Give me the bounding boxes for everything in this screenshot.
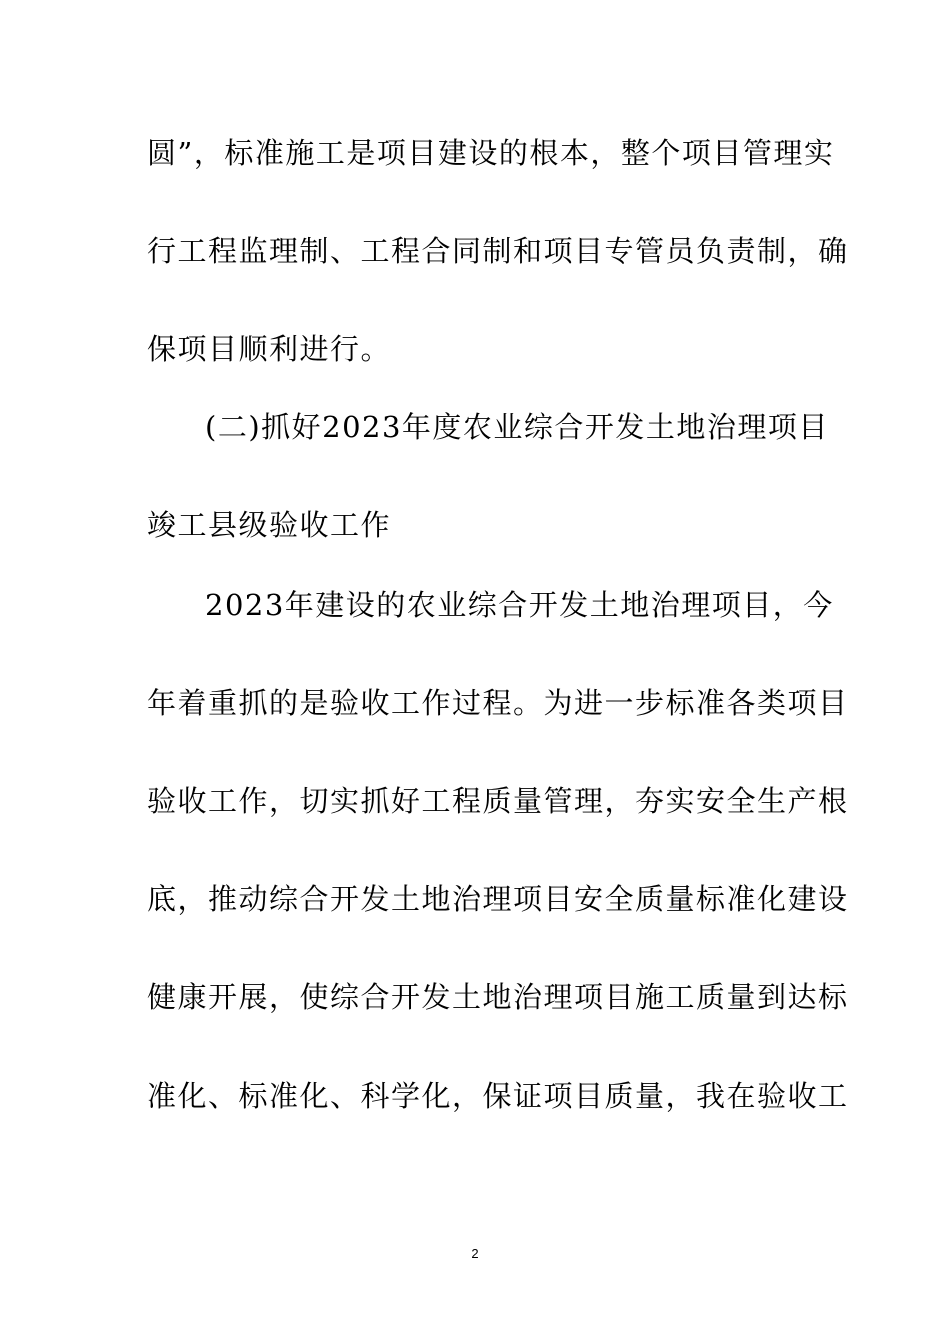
text-line-7: 年着重抓的是验收工作过程。为进一步标准各类项目 <box>147 686 849 720</box>
text-line-11: 准化、标准化、科学化，保证项目质量，我在验收工 <box>147 1079 849 1113</box>
text-line-1: 圆”，标准施工是项目建设的根本，整个项目管理实 <box>147 136 835 170</box>
section-heading-line-1: (二)抓好2023年度农业综合开发土地治理项目 <box>205 410 829 444</box>
text-line-6: 2023年建设的农业综合开发土地治理项目，今 <box>205 588 834 622</box>
text-line-9: 底，推动综合开发土地治理项目安全质量标准化建设 <box>147 882 849 916</box>
text-line-2: 行工程监理制、工程合同制和项目专管员负责制，确 <box>147 234 849 268</box>
page-number: 2 <box>471 1246 479 1261</box>
section-heading-line-2: 竣工县级验收工作 <box>147 508 392 542</box>
text-line-10: 健康开展，使综合开发土地治理项目施工质量到达标 <box>147 980 849 1014</box>
text-line-8: 验收工作，切实抓好工程质量管理，夯实安全生产根 <box>147 784 849 818</box>
text-line-3: 保项目顺利进行。 <box>147 332 392 366</box>
